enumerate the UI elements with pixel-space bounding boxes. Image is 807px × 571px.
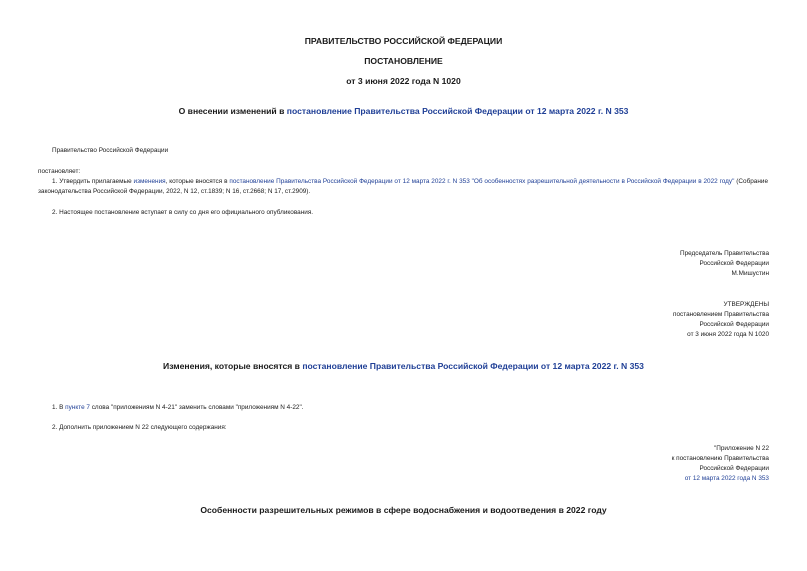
approved-date: от 3 июня 2022 года N 1020 [687, 331, 769, 338]
item-1-text-c: (Собрание законодательства Российской Федерации, 2022, N 12, ст.1839; N 16, ст.2668; N 17, ст.2909). [38, 178, 768, 195]
changes-title-prefix: Изменения, которые вносятся в [163, 361, 303, 371]
approved-authority: Российской Федерации [699, 321, 769, 328]
signature-name: М.Мишустин [731, 270, 769, 277]
doc-type-heading: ПОСТАНОВЛЕНИЕ [364, 56, 443, 66]
document-title [0, 106, 807, 116]
item-2-paragraph: 2. Настоящее постановление вступает в силу со дня его официального опубликования. [52, 209, 314, 216]
approved-label: УТВЕРЖДЕНЫ [723, 301, 769, 308]
preamble-resolves: постановляет: [38, 168, 81, 175]
appendix-date-link[interactable]: от 12 марта 2022 года N 353 [684, 475, 769, 482]
resolution-353-link[interactable]: постановление Правительства Российской Федерации от 12 марта 2022 г. N 353 "Об особенностях разрешительной деятельности в Российской Федерации в 2022 году" [229, 178, 735, 185]
changes-title-link[interactable]: постановление Правительства Российской Федерации от 12 марта 2022 г. N 353 [302, 361, 644, 371]
item-1-text-b: , которые вносятся в [165, 178, 230, 185]
appendix-authority: Российской Федерации [699, 465, 769, 472]
signature-position-2: Российской Федерации [699, 260, 769, 267]
appendix-to: к постановлению Правительства [671, 455, 769, 462]
item-1-paragraph [38, 177, 768, 197]
point-7-link[interactable]: пункте 7 [65, 404, 90, 411]
preamble-authority: Правительство Российской Федерации [52, 147, 169, 154]
changes-title [0, 361, 807, 371]
approved-by: постановлением Правительства [673, 311, 769, 318]
item-1-text-a: 1. Утвердить прилагаемые [52, 178, 134, 185]
change-1-text-a: 1. В [52, 404, 66, 411]
appendix-label: "Приложение N 22 [713, 445, 769, 452]
change-2-paragraph: 2. Дополнить приложением N 22 следующего содержания: [52, 424, 227, 431]
government-heading: ПРАВИТЕЛЬСТВО РОССИЙСКОЙ ФЕДЕРАЦИИ [304, 36, 503, 46]
change-1-text-b: слова "приложениям N 4-21" заменить словами "приложениям N 4-22". [89, 404, 304, 411]
changes-link[interactable]: изменения [133, 178, 166, 185]
doc-date-number: от 3 июня 2022 года N 1020 [346, 76, 461, 86]
document-title-prefix: О внесении изменений в [178, 106, 287, 116]
change-1-paragraph [52, 403, 304, 413]
signature-position-1: Председатель Правительства [680, 250, 769, 257]
title-resolution-link[interactable]: постановление Правительства Российской Федерации от 12 марта 2022 г. N 353 [286, 106, 629, 116]
section-title: Особенности разрешительных режимов в сфере водоснабжения и водоотведения в 2022 году [200, 505, 607, 515]
